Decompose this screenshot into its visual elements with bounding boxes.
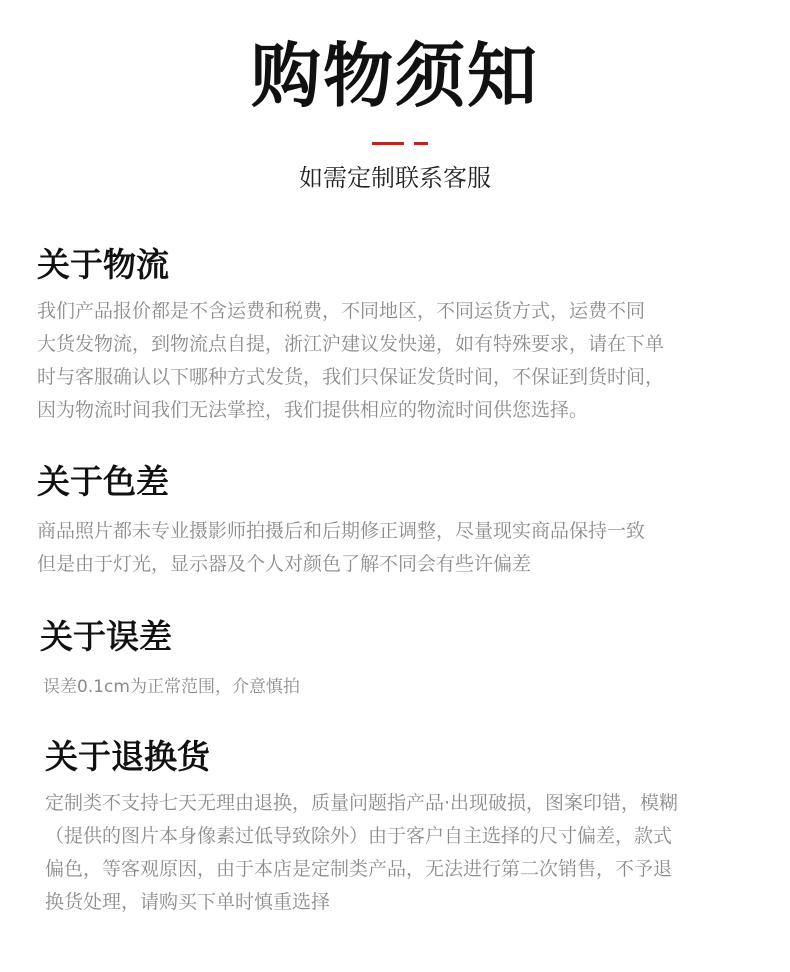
section-heading: 关于色差 xyxy=(37,462,169,501)
paragraph-line: 换货处理，请购买下单时慎重选择 xyxy=(45,891,331,913)
paragraph-line: 偏色，等客观原因，由于本店是定制类产品，无法进行第二次销售，不予退 xyxy=(45,858,673,880)
section-logistics xyxy=(37,245,664,427)
section-heading: 关于物流 xyxy=(37,245,169,284)
section-paragraph xyxy=(45,787,678,919)
paragraph-line: 因为物流时间我们无法掌控，我们提供相应的物流时间供您选择。 xyxy=(37,399,589,421)
paragraph-line: （提供的图片本身像素过低导致除外）由于客户自主选择的尺寸偏差，款式 xyxy=(45,825,673,847)
title-accent-bar xyxy=(414,142,428,145)
section-heading: 关于误差 xyxy=(40,617,172,656)
section-size-error xyxy=(40,617,300,704)
section-heading: 关于退换货 xyxy=(45,737,210,776)
paragraph-line: 但是由于灯光，显示器及个人对颜色了解不同会有些许偏差 xyxy=(37,553,532,575)
section-paragraph xyxy=(37,515,645,581)
section-color-difference xyxy=(37,462,645,581)
page-subtitle: 如需定制联系客服 xyxy=(299,164,491,192)
page-title: 购物须知 xyxy=(251,35,539,117)
section-paragraph xyxy=(37,295,664,427)
paragraph-line: 大货发物流，到物流点自提，浙江沪建议发快递，如有特殊要求，请在下单 xyxy=(37,333,665,355)
paragraph-line: 误差0.1cm为正常范围，介意慎拍 xyxy=(43,677,300,697)
title-accent-bar xyxy=(372,142,404,145)
paragraph-line: 商品照片都未专业摄影师拍摄后和后期修正调整，尽量现实商品保持一致 xyxy=(37,520,646,542)
paragraph-line: 我们产品报价都是不含运费和税费，不同地区，不同运货方式，运费不同 xyxy=(37,300,646,322)
paragraph-line: 定制类不支持七天无理由退换，质量问题指产品·出现破损，图案印错，模糊 xyxy=(45,792,679,814)
section-paragraph xyxy=(40,671,300,704)
section-returns xyxy=(45,737,678,919)
paragraph-line: 时与客服确认以下哪种方式发货，我们只保证发货时间，不保证到货时间， xyxy=(37,366,665,388)
